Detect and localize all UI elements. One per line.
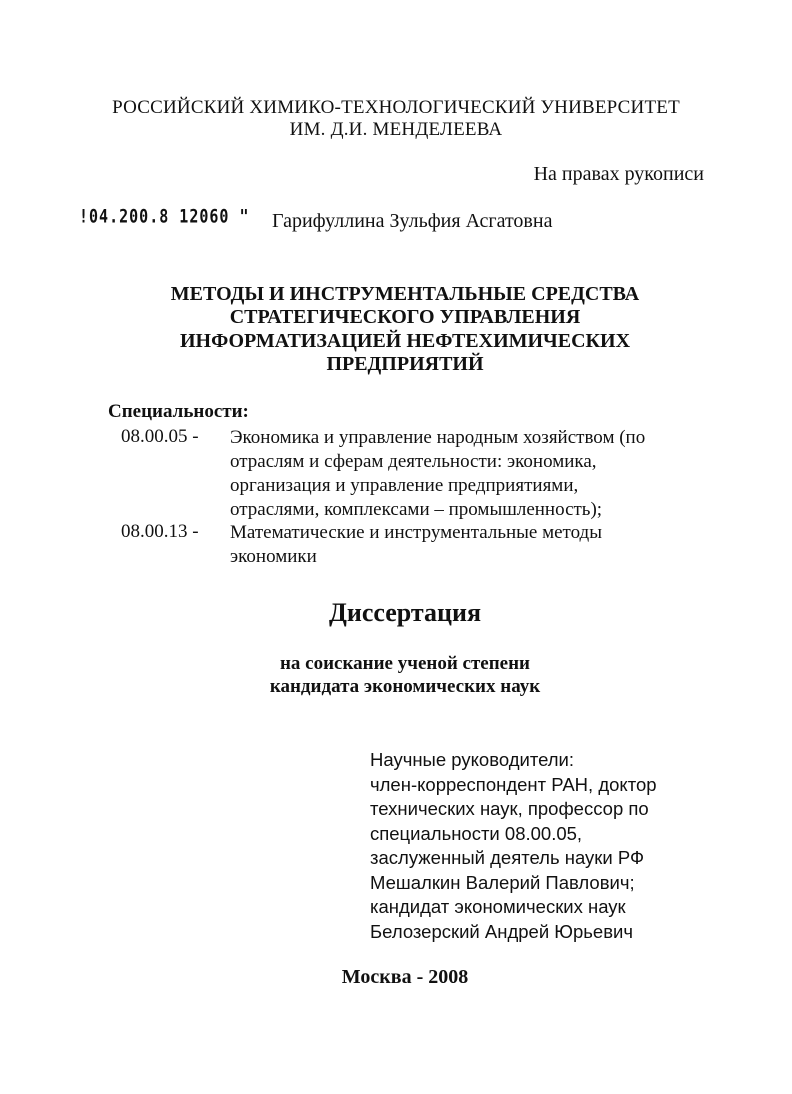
supervisor-line: Белозерский Андрей Юрьевич [370,920,634,942]
specialty-description-line: Математические и инструментальные методы [230,522,602,543]
supervisor-line: заслуженный деятель науки РФ [370,847,645,868]
document-type-heading: Диссертация [328,598,482,627]
supervisor-line: кандидат экономических наук [370,896,626,917]
supervisor-line: член-корреспондент РАН, доктор [370,773,657,795]
thesis-title-line: МЕТОДЫ И ИНСТРУМЕНТАЛЬНЫЕ СРЕДСТВА [170,283,640,305]
supervisors-heading: Научные руководители: [370,749,575,770]
specialty-description-line: Экономика и управление народным хозяйством (по [230,427,646,448]
specialty-description [230,426,645,522]
supervisors-block [370,748,657,944]
author-name: Гарифуллина Зульфия Асгатовна [272,210,553,232]
thesis-title-line: ПРЕДПРИЯТИЙ [326,353,484,375]
specialty-description-line: экономики [230,546,317,567]
specialties-label: Специальности: [108,401,249,422]
supervisor-line: технических наук, профессор по [370,798,649,819]
specialty-description-line: отраслям и сферам деятельности: экономика, [230,451,597,472]
specialty-code: 08.00.05 - [121,426,199,447]
specialty-code: 08.00.13 - [121,521,199,542]
university-name-line1: РОССИЙСКИЙ ХИМИКО-ТЕХНОЛОГИЧЕСКИЙ УНИВЕРСИТЕТ [112,97,680,118]
thesis-title-line: ИНФОРМАТИЗАЦИЕЙ НЕФТЕХИМИЧЕСКИХ [179,330,631,352]
specialty-description [230,521,602,569]
supervisor-line: специальности 08.00.05, [370,822,583,844]
city-year: Москва - 2008 [341,966,469,988]
supervisor-line: Мешалкин Валерий Павлович; [370,871,635,893]
degree-line: кандидата экономических наук [269,676,541,697]
specialty-description-line: организация и управление предприятиями, [230,475,579,496]
thesis-title-line: СТРАТЕГИЧЕСКОГО УПРАВЛЕНИЯ [229,306,581,328]
university-name-line2: ИМ. Д.И. МЕНДЕЛЕЕВА [289,119,503,140]
manuscript-rights-note: На правах рукописи [533,163,704,185]
archive-stamp-number: !04.200.8 12060 " [79,205,250,228]
degree-line: на соискание ученой степени [279,653,530,674]
specialty-description-line: отраслями, комплексами – промышленность); [230,499,603,520]
